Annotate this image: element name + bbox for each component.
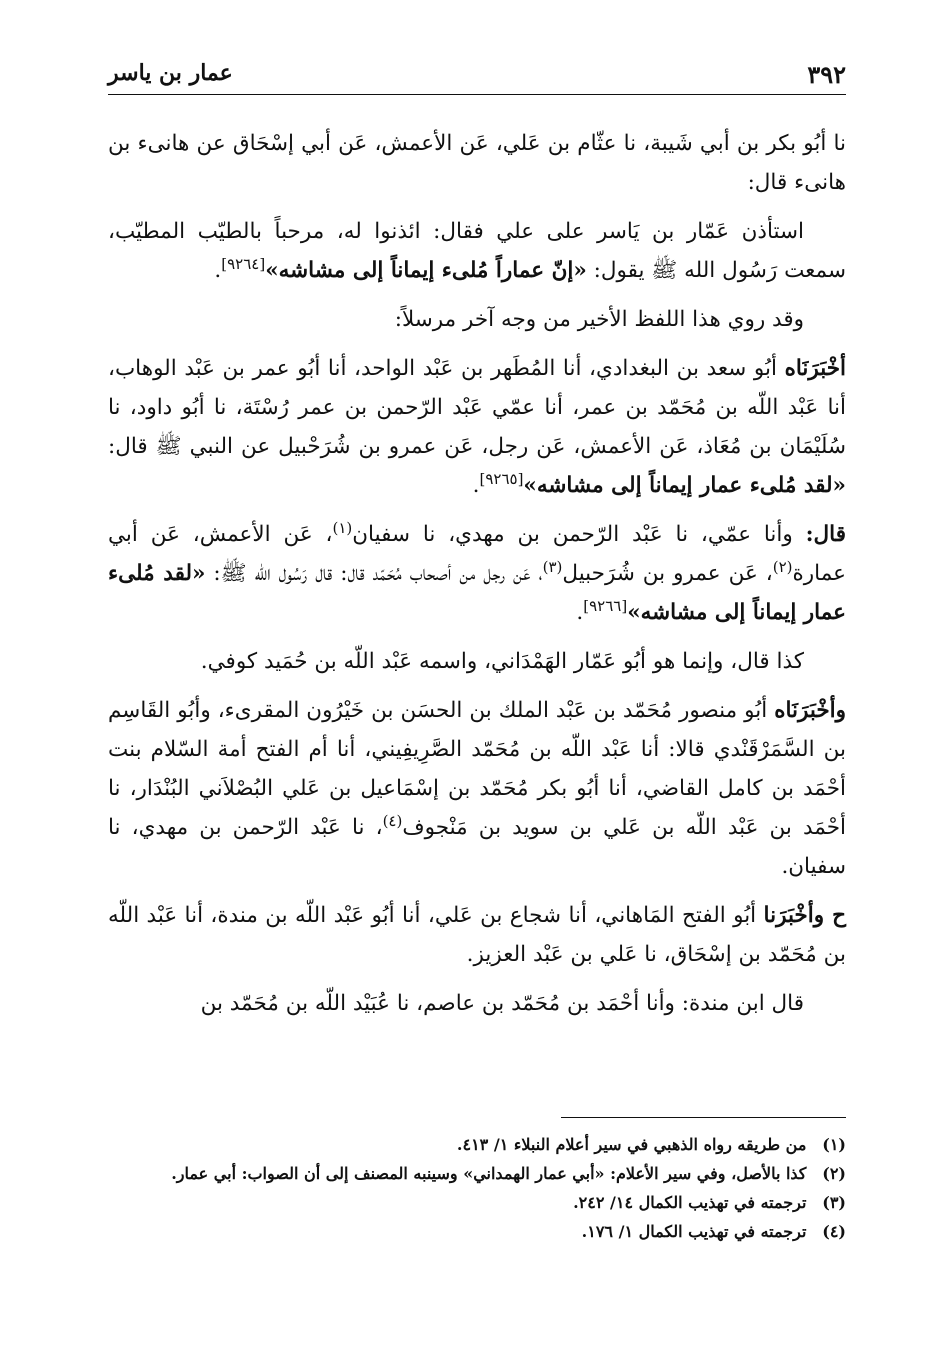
footnote-number: (٣) — [822, 1193, 846, 1212]
bold-text: «لقد مُلىء عمار إيماناً إلى مشاشه» — [108, 561, 846, 625]
hadith-reference: [٩٢٦٥] — [479, 469, 524, 488]
footnote-divider — [561, 1117, 846, 1118]
bold-text: «لقد مُلىء عمار إيماناً إلى مشاشه» — [523, 473, 846, 498]
bold-text: قال: — [805, 522, 847, 547]
footnote — [108, 1130, 846, 1159]
footnote-marker: (١) — [332, 518, 353, 537]
text-segment: . — [576, 600, 584, 625]
main-text — [108, 124, 846, 1033]
text-segment: . — [472, 473, 480, 498]
paragraph — [108, 642, 846, 681]
hadith-reference: [٩٢٦٤] — [221, 254, 266, 273]
paragraph — [108, 984, 846, 1023]
hadith-reference: [٩٢٦٦] — [583, 596, 628, 615]
page-number: ٣٩٢ — [807, 60, 846, 89]
paragraph — [108, 349, 846, 505]
paragraph — [108, 124, 846, 202]
text-segment: كذا قال، وإنما هو أبُو عَمّار الهَمْدَاني، واسمه عَبْد اللّه بن حُمَيد كوفي. — [200, 649, 804, 674]
text-segment: . — [214, 258, 222, 283]
text-segment: ، عَن عمرو بن شُرَحبيل — [562, 561, 773, 586]
footnote-marker: (٣) — [542, 557, 563, 576]
text-segment: أبُو الفتح المَاهاني، أنا شجاع بن عَلي، أنا أبُو عَبْد اللّه بن مندة، أنا عَبْد اللّه بن مُحَمّد بن إسْحَاق، نا عَلي بن عَبْد العزيز. — [108, 903, 846, 967]
footnote-text: ترجمته في تهذيب الكمال ١/ ١٧٦. — [581, 1222, 807, 1241]
paragraph — [108, 212, 846, 290]
footnote-text: من طريقه رواه الذهبي في سير أعلام النبلاء ١/ ٤١٣. — [456, 1135, 807, 1154]
footnote-text: ترجمته في تهذيب الكمال ١٤/ ٢٤٢. — [573, 1193, 807, 1212]
footnote-number: (٢) — [822, 1164, 846, 1183]
footnote-number: (١) — [822, 1135, 846, 1154]
text-segment: وأنا عمّي، نا عَبْد الرّحمن بن مهدي، نا سفيان — [352, 522, 806, 547]
text-segment: ، نا عَبْد الرّحمن بن مهدي، نا سفيان. — [108, 815, 846, 879]
bold-text: أخْبَرَنَاه — [784, 356, 846, 381]
paragraph — [108, 515, 846, 632]
paragraph — [108, 896, 846, 974]
paragraph — [108, 300, 846, 339]
bold-text: ح وأخْبَرَنا — [763, 903, 846, 928]
footnote-marker: (٢) — [772, 557, 793, 576]
text-segment: أبُو منصور مُحَمّد بن عَبْد الملك بن الحسَن بن خَيْرُون المقرىء، وأبُو القَاسِم بن السَّمَرْقَنْدي قالا: أنا عَبْد اللّه بن مُحَمّد الصَّرِيفِيني، أنا أم الفتح أمة السّلام بنت أحْمَد بن كامل القاضي، أنا أبُو بكر مُحَمّد بن إسْمَاعيل بن عَلي البُصْلاَني البُنْدَار، نا أحْمَد بن عَبْد اللّه بن عَلي بن سويد بن مَنْجوف — [108, 698, 846, 840]
footnote-number: (٤) — [822, 1222, 846, 1241]
text-segment: أبُو سعد بن البغدادي، أنا المُطَهر بن عَبْد الواحد، أنا أبُو عمر بن عَبْد الوهاب، أنا عَبْد اللّه بن مُحَمّد بن عمر، أنا عمّي عَبْد الرّحمن بن عمر رُسْتَة، نا أبُو داود، نا سُلَيْمَان بن مُعَاذ، عَن الأعمش، عَن رجل، عَن عمرو بن شُرَحْبيل عن النبي ﷺ قال: — [108, 356, 846, 459]
text-segment: استأذن عَمّار بن يَاسر على علي فقال: ائذنوا له، مرحباً بالطيّب المطيّب، سمعت رَسُول الله ﷺ يقول: — [108, 219, 846, 283]
text-segment: ، عَن الأعمش، عَن أبي عمارة — [108, 522, 846, 586]
footnote-marker: (٤) — [382, 811, 403, 830]
text-segment: ، عَن رجل من أصحاب مُحَمّد قال: قال رَسُول الله ﷺ: — [205, 561, 543, 586]
bold-text: وأخْبَرَنَاه — [774, 698, 846, 723]
page-header — [108, 54, 846, 95]
running-title: عمار بن ياسر — [108, 60, 233, 86]
footnote — [108, 1188, 846, 1217]
footnote — [108, 1217, 846, 1246]
bold-text: «إنّ عماراً مُلىء إيماناً إلى مشاشه» — [265, 258, 587, 283]
text-segment: وقد روي هذا اللفظ الأخير من وجه آخر مرسلاً: — [394, 307, 804, 332]
text-segment: قال ابن مندة: وأنا أحْمَد بن مُحَمّد بن عاصم، نا عُبَيْد اللّه بن مُحَمّد بن — [200, 991, 804, 1016]
footnote-text: كذا بالأصل، وفي سير الأعلام: «أبي عمار الهمداني» وسينبه المصنف إلى أن الصواب: أبي عمار. — [171, 1164, 807, 1183]
text-segment: نا أبُو بكر بن أبي شَيبة، نا عثّام بن عَلي، عَن الأعمش، عَن أبي إسْحَاق عن هانىء بن هانىء قال: — [108, 131, 846, 195]
paragraph — [108, 691, 846, 886]
footnotes — [108, 1130, 846, 1246]
footnote — [108, 1159, 846, 1188]
